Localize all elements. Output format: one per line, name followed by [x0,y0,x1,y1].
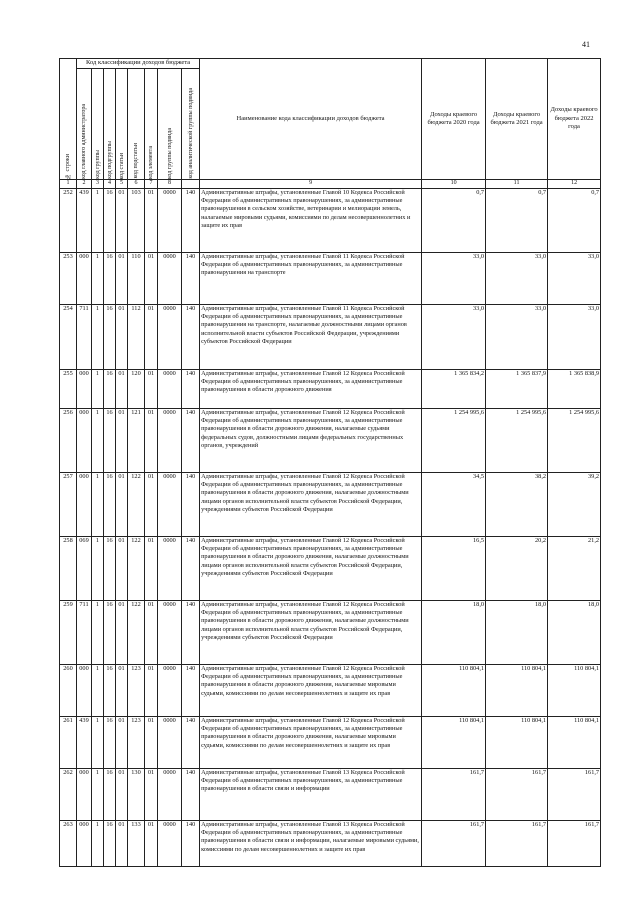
row-group-code: 1 [92,665,104,717]
row-subarticle-code: 123 [128,717,145,769]
row-analytic-group-code: 140 [182,253,200,305]
row-group-code: 1 [92,537,104,601]
row-subgroup-code: 16 [104,189,116,253]
column-number: 2 [77,180,92,189]
row-subtype-group-code: 0000 [158,601,182,665]
row-article-code: 01 [116,717,128,769]
row-analytic-group-code: 140 [182,821,200,867]
column-number: 10 [422,180,486,189]
row-group-code: 1 [92,370,104,409]
row-subarticle-code: 130 [128,769,145,821]
row-income-2020: 1 365 834,2 [422,370,486,409]
row-subgroup-code: 16 [104,253,116,305]
row-subarticle-code: 133 [128,821,145,867]
row-admin-code: 711 [77,601,92,665]
row-subtype-group-code: 0000 [158,370,182,409]
table-row [60,370,601,409]
column-number: 6 [128,180,145,189]
row-subarticle-code: 123 [128,665,145,717]
row-subarticle-code: 110 [128,253,145,305]
row-income-2022: 33,0 [548,253,601,305]
column-number: 5 [116,180,128,189]
row-subgroup-code: 16 [104,665,116,717]
column-number: 11 [486,180,548,189]
row-article-code: 01 [116,537,128,601]
row-article-code: 01 [116,189,128,253]
row-income-2022: 21,2 [548,537,601,601]
row-subgroup-code: 16 [104,305,116,370]
row-line-number: 259 [60,601,77,665]
row-element-code: 01 [145,537,158,601]
row-line-number: 261 [60,717,77,769]
row-admin-code: 000 [77,665,92,717]
row-income-2022: 110 804,1 [548,717,601,769]
row-article-code: 01 [116,305,128,370]
header-code-article: код статьи [116,69,128,180]
table-row [60,253,601,305]
row-income-2020: 18,0 [422,601,486,665]
row-income-2022: 161,7 [548,821,601,867]
row-income-2022: 39,2 [548,473,601,537]
row-article-code: 01 [116,665,128,717]
row-income-2021: 1 254 995,6 [486,409,548,473]
row-article-code: 01 [116,409,128,473]
table-row [60,473,601,537]
row-line-number: 258 [60,537,77,601]
budget-income-table [59,58,601,867]
row-subtype-group-code: 0000 [158,537,182,601]
table-row [60,717,601,769]
header-code-group: код группы [92,69,104,180]
row-income-2022: 161,7 [548,769,601,821]
row-subtype-group-code: 0000 [158,305,182,370]
row-analytic-group-code: 140 [182,370,200,409]
header-income-2021: Доходы краевого бюджета 2021 года [486,59,548,180]
row-income-2020: 0,7 [422,189,486,253]
row-admin-code: 711 [77,305,92,370]
table-row [60,665,601,717]
row-line-number: 254 [60,305,77,370]
row-income-2022: 1 254 995,6 [548,409,601,473]
row-analytic-group-code: 140 [182,769,200,821]
row-subarticle-code: 121 [128,409,145,473]
row-line-number: 257 [60,473,77,537]
row-name: Административные штрафы, установленные Главой 12 Кодекса Российской Федерации об административных правонарушениях, за административные правонарушения в области дорожного движения [200,370,422,409]
row-admin-code: 000 [77,370,92,409]
row-subarticle-code: 120 [128,370,145,409]
row-element-code: 01 [145,473,158,537]
row-article-code: 01 [116,473,128,537]
header-income-2020: Доходы краевого бюджета 2020 года [422,59,486,180]
row-name: Административные штрафы, установленные Главой 12 Кодекса Российской Федерации об административных правонарушениях, за административные правонарушения в области дорожного движения, налагаемые должностными лицами органов исполнительной власти субъектов Российской Федерации, учреждениями субъектов Российской Федерации [200,473,422,537]
row-subgroup-code: 16 [104,473,116,537]
row-subtype-group-code: 0000 [158,821,182,867]
row-element-code: 01 [145,305,158,370]
row-admin-code: 000 [77,769,92,821]
row-income-2020: 161,7 [422,821,486,867]
column-number: 12 [548,180,601,189]
row-subarticle-code: 103 [128,189,145,253]
row-analytic-group-code: 140 [182,305,200,370]
row-income-2022: 110 804,1 [548,665,601,717]
row-name: Административные штрафы, установленные Главой 12 Кодекса Российской Федерации об административных правонарушениях, за административные правонарушения в области дорожного движения, налагаемые должностными лицами органов исполнительной власти субъектов Российской Федерации, учреждениями субъектов Российской Федерации [200,537,422,601]
row-analytic-group-code: 140 [182,717,200,769]
row-element-code: 01 [145,253,158,305]
column-number: 9 [200,180,422,189]
row-income-2020: 33,0 [422,305,486,370]
row-subgroup-code: 16 [104,769,116,821]
column-number: 8 [158,180,182,189]
row-analytic-group-code: 140 [182,665,200,717]
row-group-code: 1 [92,821,104,867]
row-element-code: 01 [145,601,158,665]
header-line-number: № строки [60,59,77,180]
row-subgroup-code: 16 [104,821,116,867]
row-admin-code: 000 [77,473,92,537]
row-admin-code: 439 [77,717,92,769]
page-number: 41 [582,40,590,49]
row-income-2021: 110 804,1 [486,717,548,769]
header-income-2022: Доходы краевого бюджета 2022 года [548,59,601,180]
row-subarticle-code: 122 [128,473,145,537]
row-analytic-group-code: 140 [182,409,200,473]
header-classification-group: Код классификации доходов бюджета [77,59,200,69]
row-subtype-group-code: 0000 [158,253,182,305]
row-element-code: 01 [145,769,158,821]
row-income-2022: 18,0 [548,601,601,665]
row-admin-code: 000 [77,409,92,473]
column-number: 7 [145,180,158,189]
row-line-number: 256 [60,409,77,473]
table-row [60,821,601,867]
row-subarticle-code: 122 [128,601,145,665]
column-number: 3 [92,180,104,189]
row-article-code: 01 [116,821,128,867]
row-group-code: 1 [92,601,104,665]
row-income-2022: 33,0 [548,305,601,370]
row-group-code: 1 [92,253,104,305]
row-group-code: 1 [92,305,104,370]
row-subtype-group-code: 0000 [158,717,182,769]
row-income-2021: 1 365 837,9 [486,370,548,409]
table-row [60,305,601,370]
column-number-row [60,180,601,189]
row-name: Административные штрафы, установленные Главой 13 Кодекса Российской Федерации об административных правонарушениях, за административные правонарушения в области связи и информации, налагаемые мировыми судьями, комиссиями по делам несовершеннолетних и защите их прав [200,821,422,867]
column-number: 1 [60,180,77,189]
row-subgroup-code: 16 [104,409,116,473]
row-name: Административные штрафы, установленные Главой 11 Кодекса Российской Федерации об административных правонарушениях, за административные правонарушения на транспорте [200,253,422,305]
header-code-subtype-group: код группы подвида [158,69,182,180]
row-element-code: 01 [145,821,158,867]
row-income-2022: 1 365 838,9 [548,370,601,409]
row-element-code: 01 [145,370,158,409]
row-income-2020: 16,5 [422,537,486,601]
row-income-2021: 0,7 [486,189,548,253]
table-row [60,189,601,253]
row-name: Административные штрафы, установленные Главой 12 Кодекса Российской Федерации об административных правонарушениях, за административные правонарушения в области дорожного движения, налагаемые мировыми судьями, комиссиями по делам несовершеннолетних и защите их прав [200,665,422,717]
table-row [60,601,601,665]
row-line-number: 263 [60,821,77,867]
row-name: Административные штрафы, установленные Главой 12 Кодекса Российской Федерации об административных правонарушениях, за административные правонарушения в области дорожного движения, налагаемые судьями федеральных судов, должностными лицами федеральных государственных органов, учреждений [200,409,422,473]
row-group-code: 1 [92,409,104,473]
row-group-code: 1 [92,769,104,821]
row-name: Административные штрафы, установленные Главой 12 Кодекса Российской Федерации об административных правонарушениях, за административные правонарушения в области дорожного движения, налагаемые должностными лицами органов исполнительной власти субъектов Российской Федерации, учреждениями субъектов Российской Федерации [200,601,422,665]
header-code-element: код элемента [145,69,158,180]
row-subarticle-code: 112 [128,305,145,370]
row-line-number: 262 [60,769,77,821]
row-income-2020: 110 804,1 [422,665,486,717]
row-article-code: 01 [116,253,128,305]
row-income-2020: 34,5 [422,473,486,537]
row-line-number: 253 [60,253,77,305]
header-name: Наименование кода классификации доходов бюджета [200,59,422,180]
row-income-2022: 0,7 [548,189,601,253]
row-income-2021: 20,2 [486,537,548,601]
header-code-admin: код главного администратора [77,69,92,180]
row-income-2020: 33,0 [422,253,486,305]
row-income-2021: 38,2 [486,473,548,537]
header-code-subarticle: код подстатьи [128,69,145,180]
row-subgroup-code: 16 [104,370,116,409]
row-analytic-group-code: 140 [182,537,200,601]
row-subarticle-code: 122 [128,537,145,601]
row-name: Административные штрафы, установленные Главой 10 Кодекса Российской Федерации об административных правонарушениях, за административные правонарушения в сельском хозяйстве, ветеринарии и мелиорации земель, налагаемые мировыми судьями, комиссиями по делам несовершеннолетних и защите их прав [200,189,422,253]
row-element-code: 01 [145,717,158,769]
row-subtype-group-code: 0000 [158,665,182,717]
table-row [60,769,601,821]
row-subgroup-code: 16 [104,717,116,769]
row-admin-code: 069 [77,537,92,601]
row-line-number: 255 [60,370,77,409]
row-income-2021: 161,7 [486,821,548,867]
row-income-2020: 1 254 995,6 [422,409,486,473]
row-element-code: 01 [145,665,158,717]
row-analytic-group-code: 140 [182,189,200,253]
row-subtype-group-code: 0000 [158,473,182,537]
row-income-2021: 110 804,1 [486,665,548,717]
row-element-code: 01 [145,409,158,473]
row-income-2021: 161,7 [486,769,548,821]
row-subgroup-code: 16 [104,537,116,601]
row-subtype-group-code: 0000 [158,769,182,821]
row-income-2020: 110 804,1 [422,717,486,769]
row-name: Административные штрафы, установленные Главой 13 Кодекса Российской Федерации об административных правонарушениях, за административные правонарушения в области связи и информации [200,769,422,821]
row-analytic-group-code: 140 [182,473,200,537]
row-income-2021: 33,0 [486,305,548,370]
row-group-code: 1 [92,473,104,537]
row-group-code: 1 [92,717,104,769]
row-admin-code: 439 [77,189,92,253]
row-name: Административные штрафы, установленные Главой 11 Кодекса Российской Федерации об административных правонарушениях, за административные правонарушения на транспорте, налагаемые должностными лицами органов исполнительной власти субъектов Российской Федерации, учреждениями субъектов Российской Федерации [200,305,422,370]
row-line-number: 260 [60,665,77,717]
row-subtype-group-code: 0000 [158,409,182,473]
row-income-2021: 33,0 [486,253,548,305]
header-code-subgroup: код подгруппы [104,69,116,180]
row-article-code: 01 [116,370,128,409]
column-number: 4 [104,180,116,189]
column-number [182,180,200,189]
row-analytic-group-code: 140 [182,601,200,665]
row-admin-code: 000 [77,253,92,305]
row-subgroup-code: 16 [104,601,116,665]
row-income-2020: 161,7 [422,769,486,821]
table-row [60,409,601,473]
row-admin-code: 000 [77,821,92,867]
row-element-code: 01 [145,189,158,253]
row-article-code: 01 [116,601,128,665]
row-income-2021: 18,0 [486,601,548,665]
row-name: Административные штрафы, установленные Главой 12 Кодекса Российской Федерации об административных правонарушениях, за административные правонарушения в области дорожного движения, налагаемые мировыми судьями, комиссиями по делам несовершеннолетних и защите их прав [200,717,422,769]
table-row [60,537,601,601]
row-line-number: 252 [60,189,77,253]
header-code-analytic-group: код аналитической группы подвида [182,69,200,180]
row-article-code: 01 [116,769,128,821]
row-subtype-group-code: 0000 [158,189,182,253]
row-group-code: 1 [92,189,104,253]
